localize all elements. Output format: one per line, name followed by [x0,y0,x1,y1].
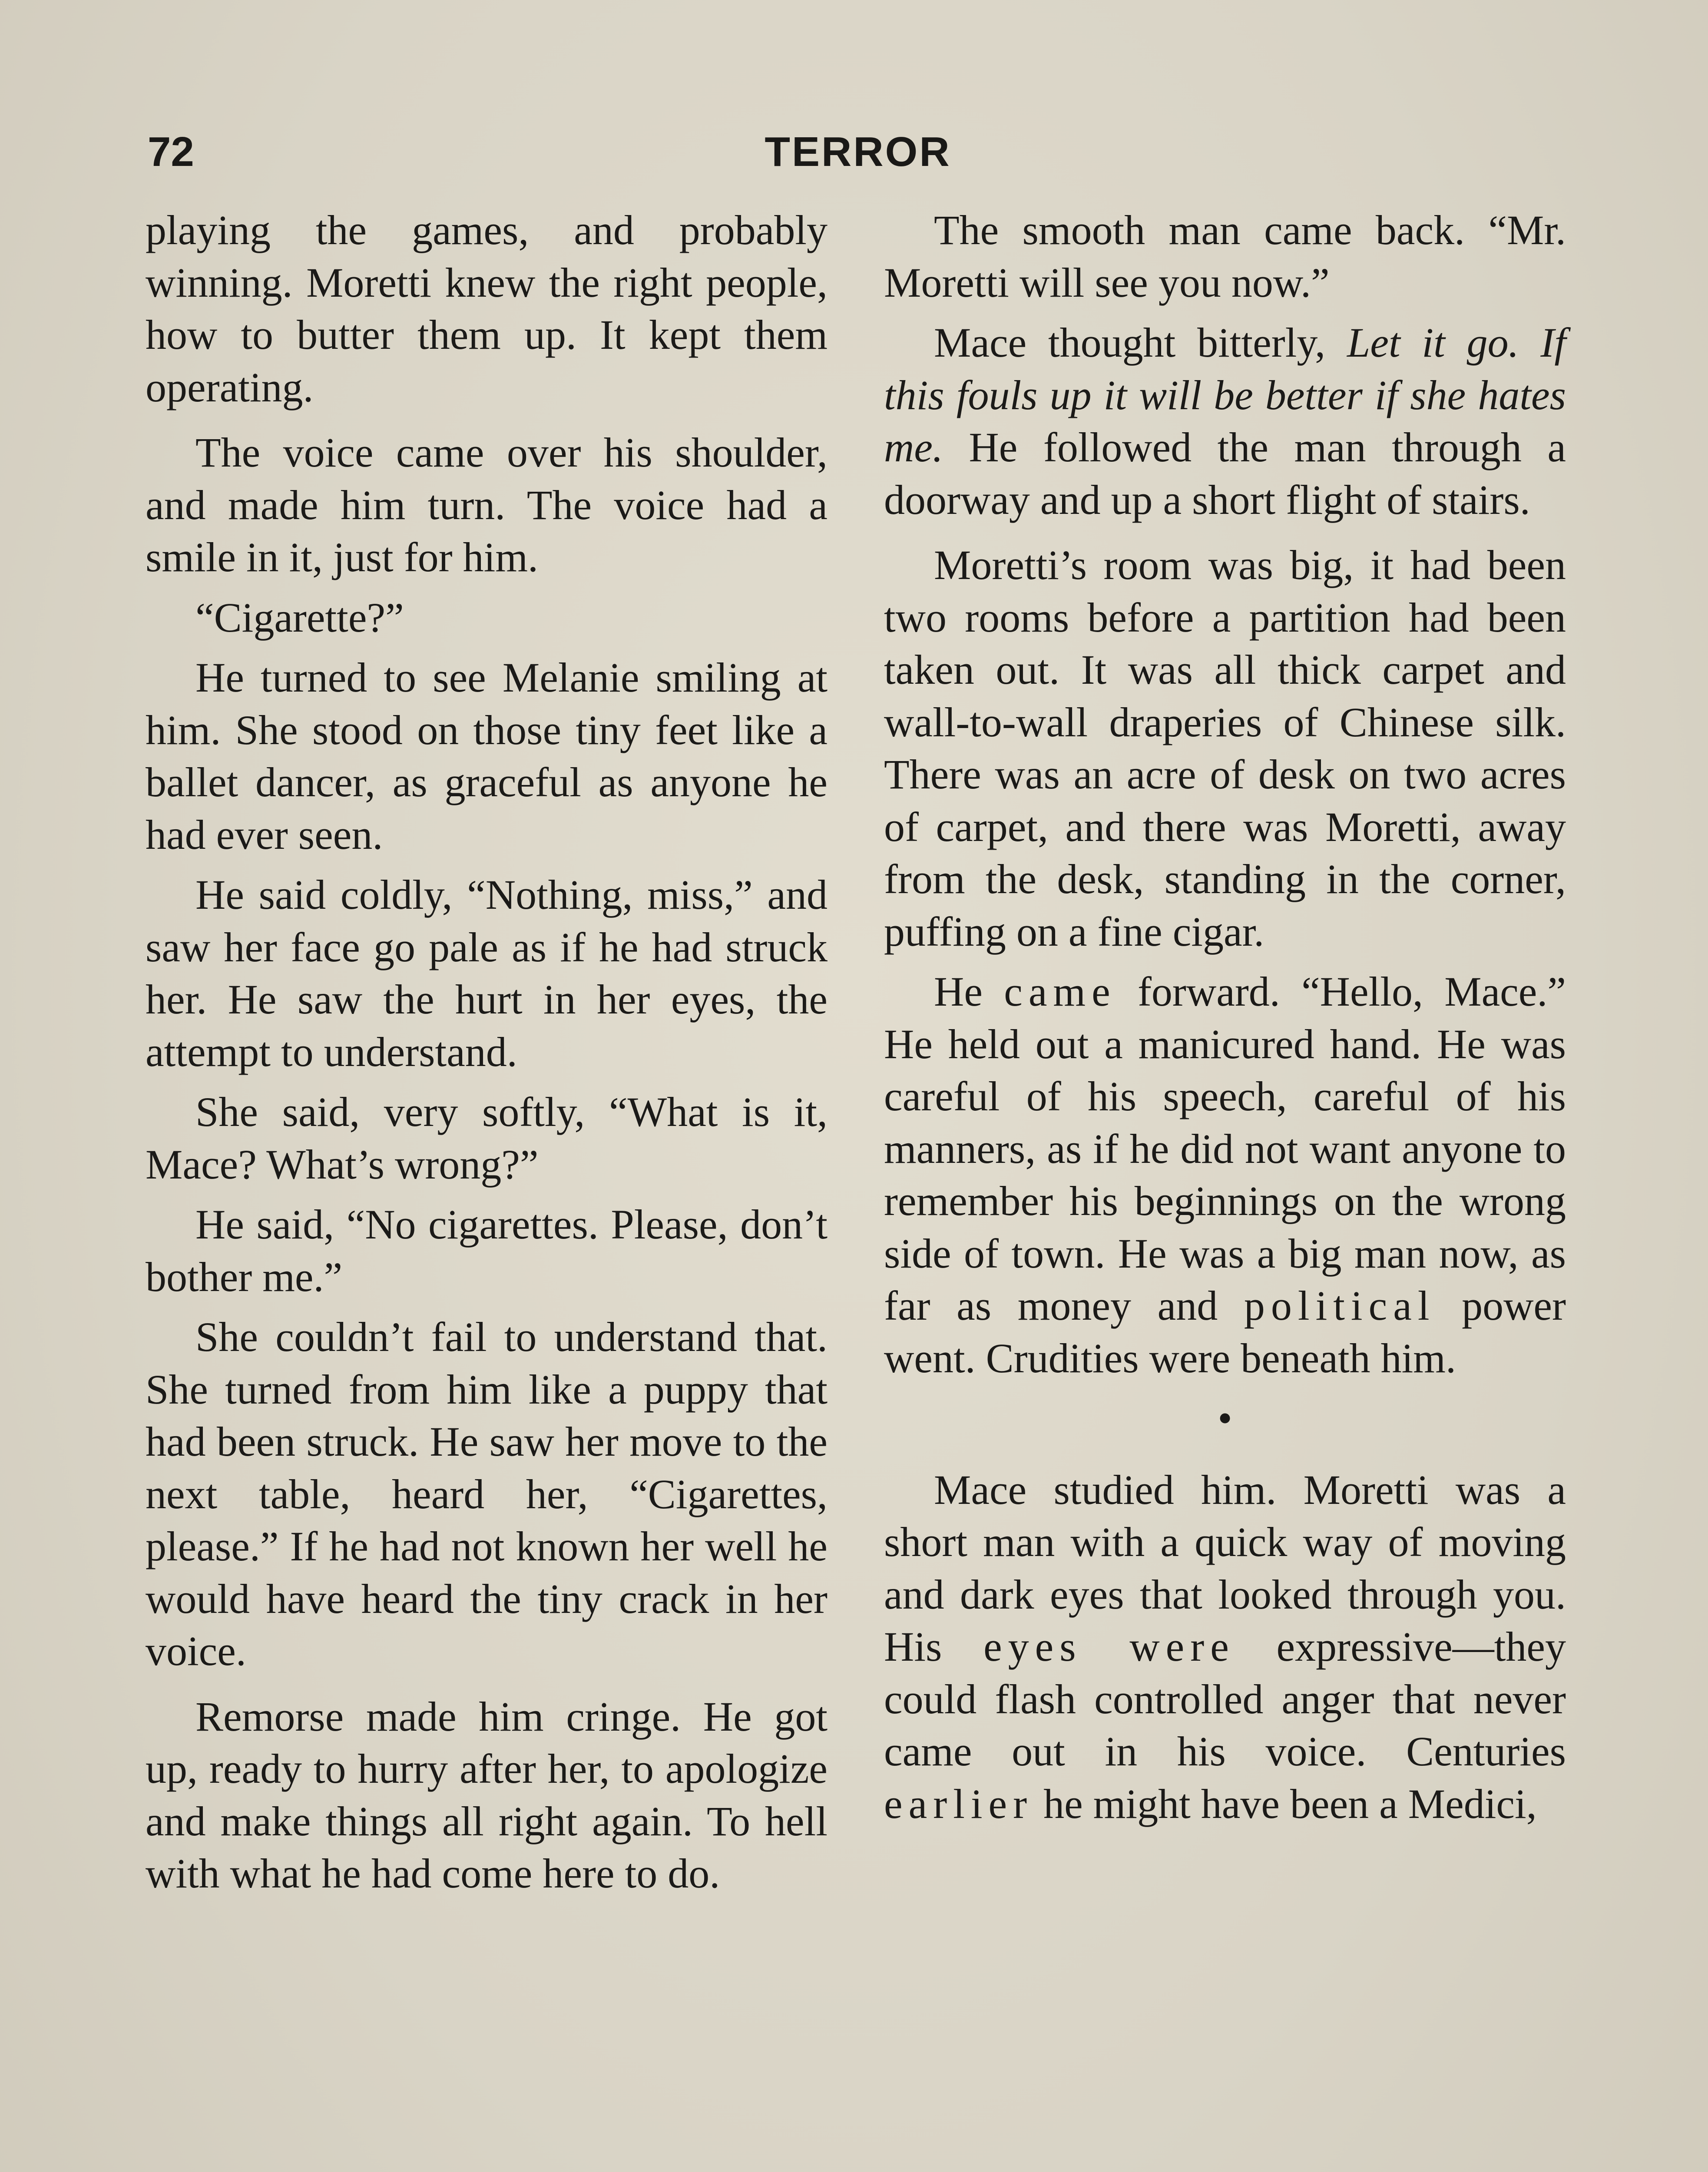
paragraph-text: power went. Crudities were beneath him. [884,1282,1566,1381]
paragraph [884,317,1566,526]
paragraph: She couldn’t fail to understand that. She turned from him like a puppy that had been struck. He saw her move to the next table, heard her, “Cigarettes, please.” If he had not known her well he would have heard the tiny crack in her voice. [146,1314,828,1674]
page-header [148,128,1568,189]
paragraph: He said, “No cigarettes. Please, don’t bother me.” [146,1201,828,1300]
paragraph [884,966,1566,1384]
paragraph-text: forward. “Hello, Mace.” He held out a manicured hand. He was careful of his speech, careful of his manners, as if he did not want anyone to remember his beginnings on the wrong side of town. He was a big man now, as far as money and [884,968,1566,1329]
right-column [884,204,1566,1838]
letterspaced-word: eyes were [983,1623,1235,1670]
paragraph: Moretti’s room was big, it had been two rooms before a partition had been taken out. It was all thick carpet and wall-to-wall draperies of Chinese silk. There was an acre of desk on two acres of carpet, and there was Moretti, away from the desk, standing in the corner, puffing on a fine cigar. [884,542,1566,955]
paragraph: Remorse made him cringe. He got up, ready to hurry after her, to apologize and make things all right again. To hell with what he had come here to do. [146,1693,828,1897]
italic-thought: Let it go. If this fouls up it will be better if she hates me. [884,319,1566,470]
letterspaced-word: came [1004,968,1116,1015]
paragraph-text: Mace studied him. Moretti was a short man with a quick way of moving and dark eyes that looked through you. His [884,1466,1566,1670]
running-title: TERROR [765,129,951,175]
paragraph: The voice came over his shoulder, and made him turn. The voice had a smile in it, just for him. [146,429,828,580]
letterspaced-word: earlier [884,1780,1033,1827]
paragraph-text: He followed the man through a doorway and up a short flight of stairs. [884,424,1566,523]
paragraph: playing the games, and probably winning. Moretti knew the right people, how to butter them up. It kept them operating. [146,207,828,411]
page-number: 72 [148,129,194,175]
paragraph: He said coldly, “Nothing, miss,” and saw her face go pale as if he had struck her. He saw the hurt in her eyes, the attempt to understand. [146,871,828,1075]
paragraph [884,1464,1566,1831]
section-separator: • [1218,1395,1232,1441]
paragraph: The smooth man came back. “Mr. Moretti will see you now.” [884,207,1566,306]
paragraph: He turned to see Melanie smiling at him. She stood on those tiny feet like a ballet dancer, as graceful as anyone he had ever seen. [146,654,828,858]
paragraph-text: he might have been a Medici, [1033,1780,1537,1827]
paragraph-text: Mace thought bitterly, [934,319,1347,366]
paragraph: “Cigarette?” [195,594,404,641]
left-column [146,204,828,1908]
paragraph-text: He [934,968,1004,1015]
letterspaced-word: political [1244,1282,1436,1329]
paragraph-text: expressive—they could flash controlled anger that never came out in his voice. Centuries [884,1623,1566,1775]
paragraph: She said, very softly, “What is it, Mace? What’s wrong?” [146,1089,828,1188]
